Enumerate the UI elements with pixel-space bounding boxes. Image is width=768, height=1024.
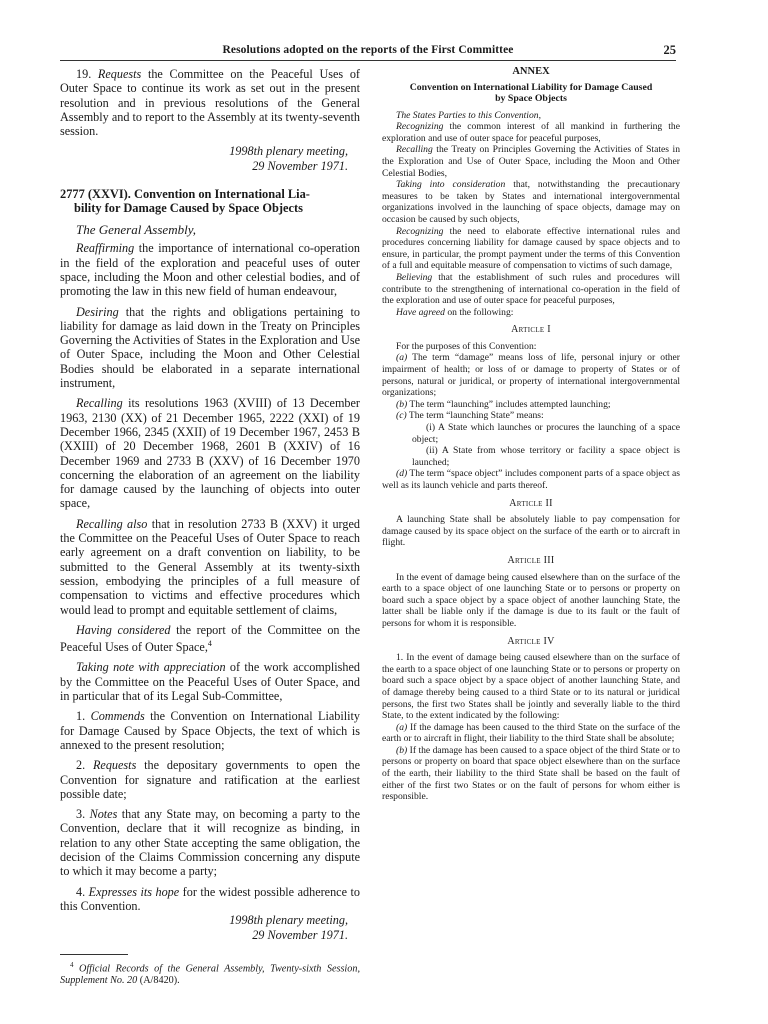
convention-title-line2: by Space Objects	[495, 92, 567, 104]
footnote-source: Official Records of the General Assembly, Twenty-sixth Session, Supplement No. 20	[60, 963, 360, 987]
article-1-c-ii: (ii) A State from whose territory or facility a space object is launched;	[412, 445, 680, 468]
resolution-title-line1: 2777 (XXVI). Convention on International Lia-	[60, 187, 310, 202]
date-line: 29 November 1971.	[252, 927, 348, 942]
preamble-text: that the establishment of such rules and procedures will contribute to the strengthening of international co-operation in the field of the exploration and use of outer space for peaceful purposes,	[382, 271, 680, 307]
page-number: 25	[663, 43, 676, 57]
preamble-verb: Recalling	[396, 144, 433, 156]
preamble-having-considered	[60, 623, 360, 655]
operative-4	[60, 885, 360, 914]
preamble-text: that in resolution 2733 B (XXV) it urged the Committee on the Peaceful Uses of Outer Space to reach early agreement on a draft convention on liability, to be submitted to the General Assembly at its twenty-sixth session, embodying the principles of a full measure of compensation to victims and effective procedures which would lead to prompt and equitable settlement of claims,	[60, 516, 360, 617]
preamble-text: the common interest of all mankind in furthering the exploration and use of outer space for peaceful purposes,	[382, 121, 680, 144]
clause-text: The term “damage” means loss of life, personal injury or other impairment of health; or loss of or damage to property of States or of persons, natural or juridical, or property of international intergovernmental organizations;	[382, 352, 680, 399]
footnote-divider	[60, 954, 128, 955]
preamble-text: on the following:	[444, 306, 514, 318]
running-head: Resolutions adopted on the reports of the First Committee	[222, 44, 514, 56]
preamble-recalling	[60, 396, 360, 510]
right-column	[382, 66, 680, 972]
preamble-verb: Believing	[396, 271, 433, 283]
operative-verb: Notes	[89, 807, 118, 822]
article-2-text: A launching State shall be absolutely liable to pay compensation for damage caused by its space object on the surface of the earth or to aircraft in flight.	[382, 514, 680, 549]
states-parties-line	[382, 110, 680, 122]
resolution-title	[60, 187, 360, 215]
annex-heading: ANNEX	[512, 66, 550, 77]
article-3-text: In the event of damage being caused elsewhere than on the surface of the earth to a space object of one launching State or to persons or property on board such a space object by a space object of another launching State, the latter shall be liable only if the damage is due to its fault or the fault of persons for whom it is responsible.	[382, 571, 680, 629]
preamble-verb: Have agreed	[396, 306, 445, 318]
para-number: 3.	[76, 807, 90, 822]
preamble-verb: Taking note with appreciation	[76, 660, 226, 675]
article-1-heading: Article I	[511, 324, 551, 336]
operative-text: the depositary governments to open the Convention for signature and ratification at the earliest possible date;	[60, 758, 361, 801]
article-4-paragraph-1: 1. In the event of damage being caused elsewhere than on the surface of the earth to a space object of one launching State or to persons or property on board such a space object by a space object of another launching State, and of damage thereby being caused to a third State or to its natural or juridical persons, the first two States shall be jointly and severally liable to the third State, to the extent indicated by the following:	[382, 652, 680, 722]
para-number: 2.	[76, 758, 93, 773]
preamble-text: of the work accomplished by the Committee on the Peaceful Uses of Outer Space, and in particular that of its Legal Sub-Committee,	[60, 660, 360, 704]
article-4-heading: Article IV	[507, 635, 555, 647]
preamble-taking-note	[60, 660, 360, 703]
preamble-text: the need to elaborate effective international rules and procedures concerning liability for damage caused by space objects and to ensure, in particular, the prompt payment under the terms of this Convention of a full and equitable measure of compensation to victims of such damage,	[382, 225, 680, 272]
footnote-reference[interactable]: 4	[207, 639, 212, 649]
preamble-text: the Treaty on Principles Governing the Activities of States in the Exploration and Use of Outer Space, including the Moon and Other Celestial Bodies,	[382, 144, 680, 179]
meeting-line: 1998th plenary meeting,	[229, 144, 348, 159]
convention-title	[382, 82, 680, 104]
preamble-text: the report of the Committee on the Peaceful Uses of Outer Space,	[60, 622, 360, 655]
preamble-desiring	[60, 305, 360, 391]
paragraph-19	[60, 67, 360, 138]
footnote-mark: 4	[70, 960, 74, 969]
left-column	[60, 67, 361, 987]
preamble-verb: Taking into consideration	[396, 179, 506, 191]
operative-verb: Expresses its hope	[88, 884, 180, 899]
clause-label: (b)	[396, 398, 408, 410]
para-text: the Committee on the Peaceful Uses of Outer Space to continue its work as set out in the present resolution and in previous resolutions of the General Assembly and to report to the Assembly at its twenty-seventh session.	[60, 67, 360, 139]
preamble-text: that, notwithstanding the precautionary measures to be taken by States and international intergovernmental organizations involved in the launching of space objects, damage may on occasion be caused by such objects,	[382, 179, 680, 225]
preamble-verb: Recognizing	[396, 121, 444, 133]
preamble-recalling	[382, 144, 680, 179]
footnote-4	[60, 959, 360, 987]
article-2-heading: Article II	[509, 497, 553, 509]
operative-text: the Convention on International Liability for Damage Caused by Space Objects, the text of which is annexed to the present resolution;	[60, 709, 361, 752]
preamble-recognizing-2	[382, 226, 680, 272]
clause-label: (b)	[396, 744, 408, 756]
article-1-c	[382, 410, 680, 422]
article-1-intro: For the purposes of this Convention:	[396, 340, 537, 352]
preamble-recalling-also	[60, 517, 360, 617]
clause-text: If the damage has been caused to a space object of the third State or to persons or property on board that space object elsewhere than on the surface of the earth, their liability to the third State shall be based on the fault of either of the first two States or on the fault of persons for whom either is responsible.	[382, 744, 680, 803]
article-1-a	[382, 352, 680, 398]
article-3-heading: Article III	[507, 554, 555, 566]
operative-verb: Requests	[97, 67, 142, 81]
preamble-text: its resolutions 1963 (XVIII) of 13 December 1963, 2130 (XX) of 21 December 1965, 2222 (XXI) of 19 December 1966, 2345 (XXII) of 19 December 1967, 2453 B (XXIII) of 20 December 1968, 2601 B (XXIV) of 16 December 1969 and 2733 B (XXV) of 16 December 1970 concerning the elaboration of an agreement on the liability for damage caused by the launching of objects into outer space,	[60, 396, 360, 511]
preamble-reaffirming	[60, 241, 360, 298]
general-assembly-line: The General Assembly,	[76, 222, 196, 238]
convention-title-line1: Convention on International Liability for Damage Caused	[409, 81, 653, 93]
article-1-c-i: (i) A State which launches or procures the launching of a space object;	[412, 422, 680, 445]
preamble-verb: Recalling also	[76, 516, 148, 531]
preamble-verb: Desiring	[76, 304, 119, 319]
clause-text: The term “launching State” means:	[406, 410, 544, 422]
page-header	[60, 42, 676, 61]
operative-3	[60, 807, 360, 878]
article-4-a	[382, 722, 680, 745]
preamble-believing	[382, 272, 680, 307]
clause-label: (a)	[396, 352, 408, 364]
clause-text: The term “launching” includes attempted launching;	[407, 398, 611, 410]
signature-block-2	[60, 913, 360, 942]
meeting-line: 1998th plenary meeting,	[229, 913, 348, 928]
article-1-d	[382, 468, 680, 491]
operative-2	[60, 758, 360, 801]
preamble-have-agreed	[382, 307, 680, 319]
resolution-title-line2: bility for Damage Caused by Space Objects	[74, 201, 303, 216]
operative-verb: Commends	[90, 709, 145, 724]
operative-text: that any State may, on becoming a party to the Convention, declare that it will recognize as binding, in relation to any other State accepting the same obligation, the decision of the Claims Commission concerning any dispute to which it may become a party;	[60, 807, 361, 879]
footnote-document-ref: (A/8420).	[137, 975, 180, 987]
article-1-b	[382, 399, 680, 411]
preamble-verb: Reaffirming	[76, 241, 135, 256]
para-number: 1.	[76, 709, 91, 724]
operative-text: for the widest possible adherence to this Convention.	[60, 884, 360, 913]
preamble-text: the importance of international co-operation in the field of the exploration and peaceful uses of outer space, including the Moon and other celestial bodies, and of promoting the law in this new field of human endeavour,	[60, 241, 360, 299]
operative-1	[60, 709, 360, 752]
clause-text: The term “space object” includes component parts of a space object as well as its launch vehicle and parts thereof.	[382, 468, 680, 491]
date-line: 29 November 1971.	[252, 158, 348, 173]
preamble-verb: Recognizing	[396, 225, 444, 237]
clause-text: If the damage has been caused to the third State on the surface of the earth or to aircraft in flight, their liability to the third State shall be absolute;	[382, 721, 680, 745]
preamble-verb: Having considered	[76, 622, 171, 637]
article-4-b	[382, 745, 680, 803]
preamble-verb: Recalling	[76, 396, 123, 411]
preamble-recognizing-1	[382, 121, 680, 144]
preamble-text: that the rights and obligations pertaining to liability for damage as laid down in the Treaty on Principles Governing the Activities of States in the Exploration and Use of Outer Space, including the Moon and Other Celestial Bodies should be elaborated in a separate international instrument,	[60, 304, 360, 391]
clause-label: (c)	[396, 410, 407, 422]
preamble-taking-into-consideration	[382, 179, 680, 225]
clause-label: (a)	[396, 721, 408, 733]
operative-verb: Requests	[92, 758, 137, 773]
para-number: 19.	[76, 67, 98, 81]
clause-label: (d)	[396, 468, 408, 480]
signature-block-1	[60, 144, 360, 173]
states-parties-text: The States Parties to this Convention,	[396, 109, 541, 121]
para-number: 4.	[76, 884, 89, 899]
